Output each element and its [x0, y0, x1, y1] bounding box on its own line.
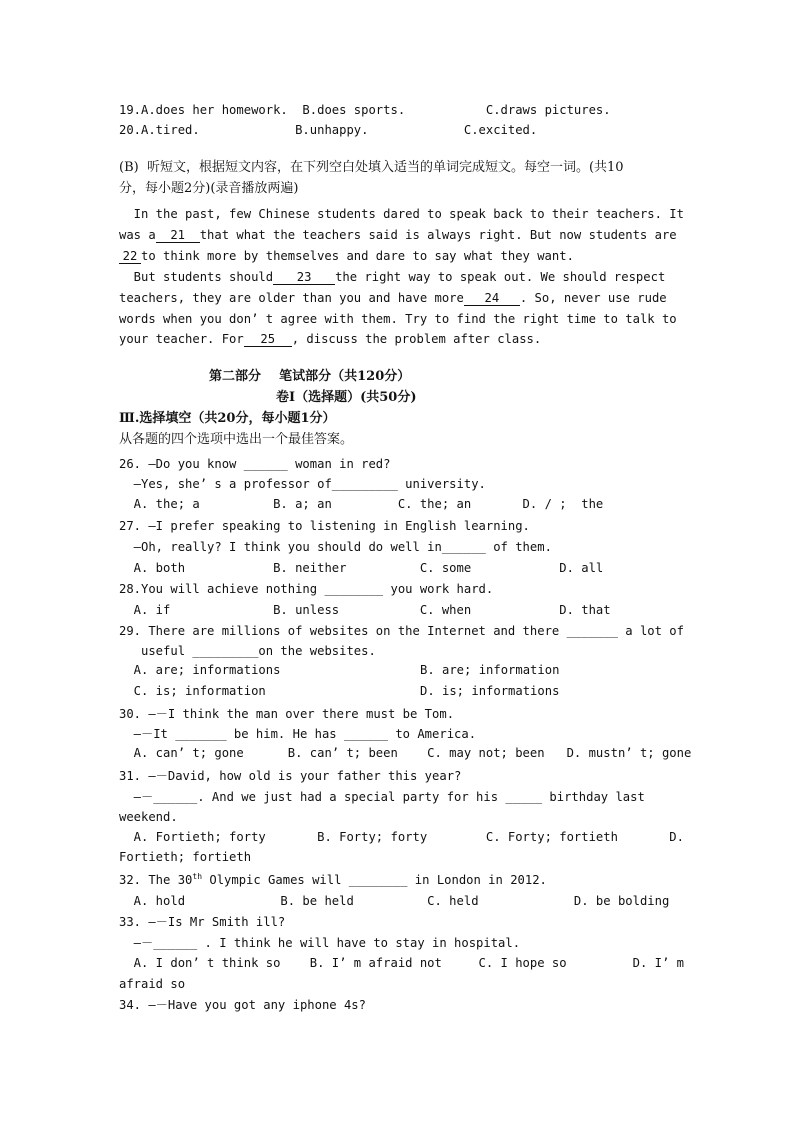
question-27-options: A. both B. neither C. some D. all — [119, 561, 604, 575]
passage-text: that what the teachers said is always right. But now students are — [199, 228, 677, 242]
question-33-reply: —－______ . I think he will have to stay in hospital. — [119, 936, 521, 950]
question-27: 27. —I prefer speaking to listening in English learning. — [119, 519, 530, 533]
question-32-text: 32. The 30 — [119, 873, 193, 887]
passage-text: . So, never use rude — [519, 291, 667, 305]
question-27-reply: —Oh, really? I think you should do well in______ of them. — [119, 540, 552, 554]
blank-25: 25 — [244, 332, 292, 347]
passage-text: was a — [119, 228, 156, 242]
section-three-title: Ⅲ.选择填空（共20分，每小题1分） — [119, 411, 336, 426]
section-b-instruction-line2: 分，每小题2分)(录音播放两遍) — [119, 181, 299, 196]
part-two-title: 第二部分 笔试部分（共120分） — [209, 369, 411, 384]
blank-24: 24 — [464, 291, 520, 306]
question-28-options: A. if B. unless C. when D. that — [119, 603, 611, 617]
question-33-options-cont: afraid so — [119, 977, 186, 991]
question-28: 28.You will achieve nothing ________ you work hard. — [119, 582, 494, 596]
question-29-cont: useful _________on the websites. — [119, 644, 376, 658]
question-32-text: Olympic Games will ________ in London in 2012. — [202, 873, 547, 887]
passage-line — [119, 227, 677, 243]
volume-one-title: 卷Ⅰ（选择题）(共50分) — [276, 390, 417, 405]
question-29-option-b: B. are; information — [420, 663, 560, 677]
section-three-instruction: 从各题的四个选项中选出一个最佳答案。 — [119, 432, 354, 447]
question-30-reply: —－It _______ be him. He has ______ to America. — [119, 727, 477, 741]
question-30-options: A. can’ t; gone B. can’ t; been C. may not; been D. mustn’ t; gone — [119, 746, 692, 760]
question-26: 26. —Do you know ______ woman in red? — [119, 457, 391, 471]
question-33: 33. —－Is Mr Smith ill? — [119, 915, 286, 929]
passage-text: But students should — [119, 270, 274, 284]
passage-line: words when you don’ t agree with them. Try to find the right time to talk to — [119, 312, 677, 326]
question-20: 20.A.tired. B.unhappy. C.excited. — [119, 123, 538, 137]
question-33-options: A. I don’ t think so B. I’ m afraid not C. I hope so D. I’ m — [119, 956, 684, 970]
blank-21: 21 — [156, 228, 200, 243]
question-31-reply: —－______. And we just had a special party for his _____ birthday last — [119, 790, 645, 804]
question-19: 19.A.does her homework. B.does sports. C.draws pictures. — [119, 103, 611, 117]
passage-text: the right way to speak out. We should respect — [335, 270, 666, 284]
passage-line — [119, 331, 541, 347]
question-32 — [119, 872, 547, 888]
ordinal-suffix: th — [192, 871, 203, 881]
question-26-options: A. the; a B. a; an C. the; an D. / ; the — [119, 497, 604, 511]
question-34: 34. —－Have you got any iphone 4s? — [119, 998, 366, 1012]
question-29-option-d: D. is; informations — [420, 684, 560, 698]
section-b-instruction-line1: (B) 听短文，根据短文内容，在下列空白处填入适当的单词完成短文。每空一词。(共10 — [119, 160, 624, 175]
question-26-reply: —Yes, she’ s a professor of_________ university. — [119, 477, 486, 491]
passage-text: , discuss the problem after class. — [291, 332, 542, 346]
passage-line — [119, 290, 667, 306]
passage-line: In the past, few Chinese students dared to speak back to their teachers. It — [119, 207, 684, 221]
question-29-option-a: A. are; informations — [119, 663, 281, 677]
passage-text: your teacher. For — [119, 332, 244, 346]
blank-22: 22 — [119, 249, 141, 264]
blank-23: 23 — [273, 270, 335, 285]
question-29: 29. There are millions of websites on the Internet and there _______ a lot of — [119, 624, 684, 638]
question-32-options: A. hold B. be held C. held D. be bolding — [119, 894, 670, 908]
passage-line — [119, 269, 665, 285]
question-31-reply-cont: weekend. — [119, 810, 178, 824]
passage-text: teachers, they are older than you and have more — [119, 291, 464, 305]
question-31: 31. —－David, how old is your father this year? — [119, 769, 462, 783]
question-31-options-cont: Fortieth; fortieth — [119, 850, 252, 864]
passage-text: to think more by themselves and dare to say what they want. — [141, 249, 574, 263]
passage-line — [119, 248, 574, 264]
question-29-option-c: C. is; information — [119, 684, 266, 698]
question-30: 30. —－I think the man over there must be Tom. — [119, 707, 455, 721]
question-31-options: A. Fortieth; forty B. Forty; forty C. Forty; fortieth D. — [119, 830, 684, 844]
